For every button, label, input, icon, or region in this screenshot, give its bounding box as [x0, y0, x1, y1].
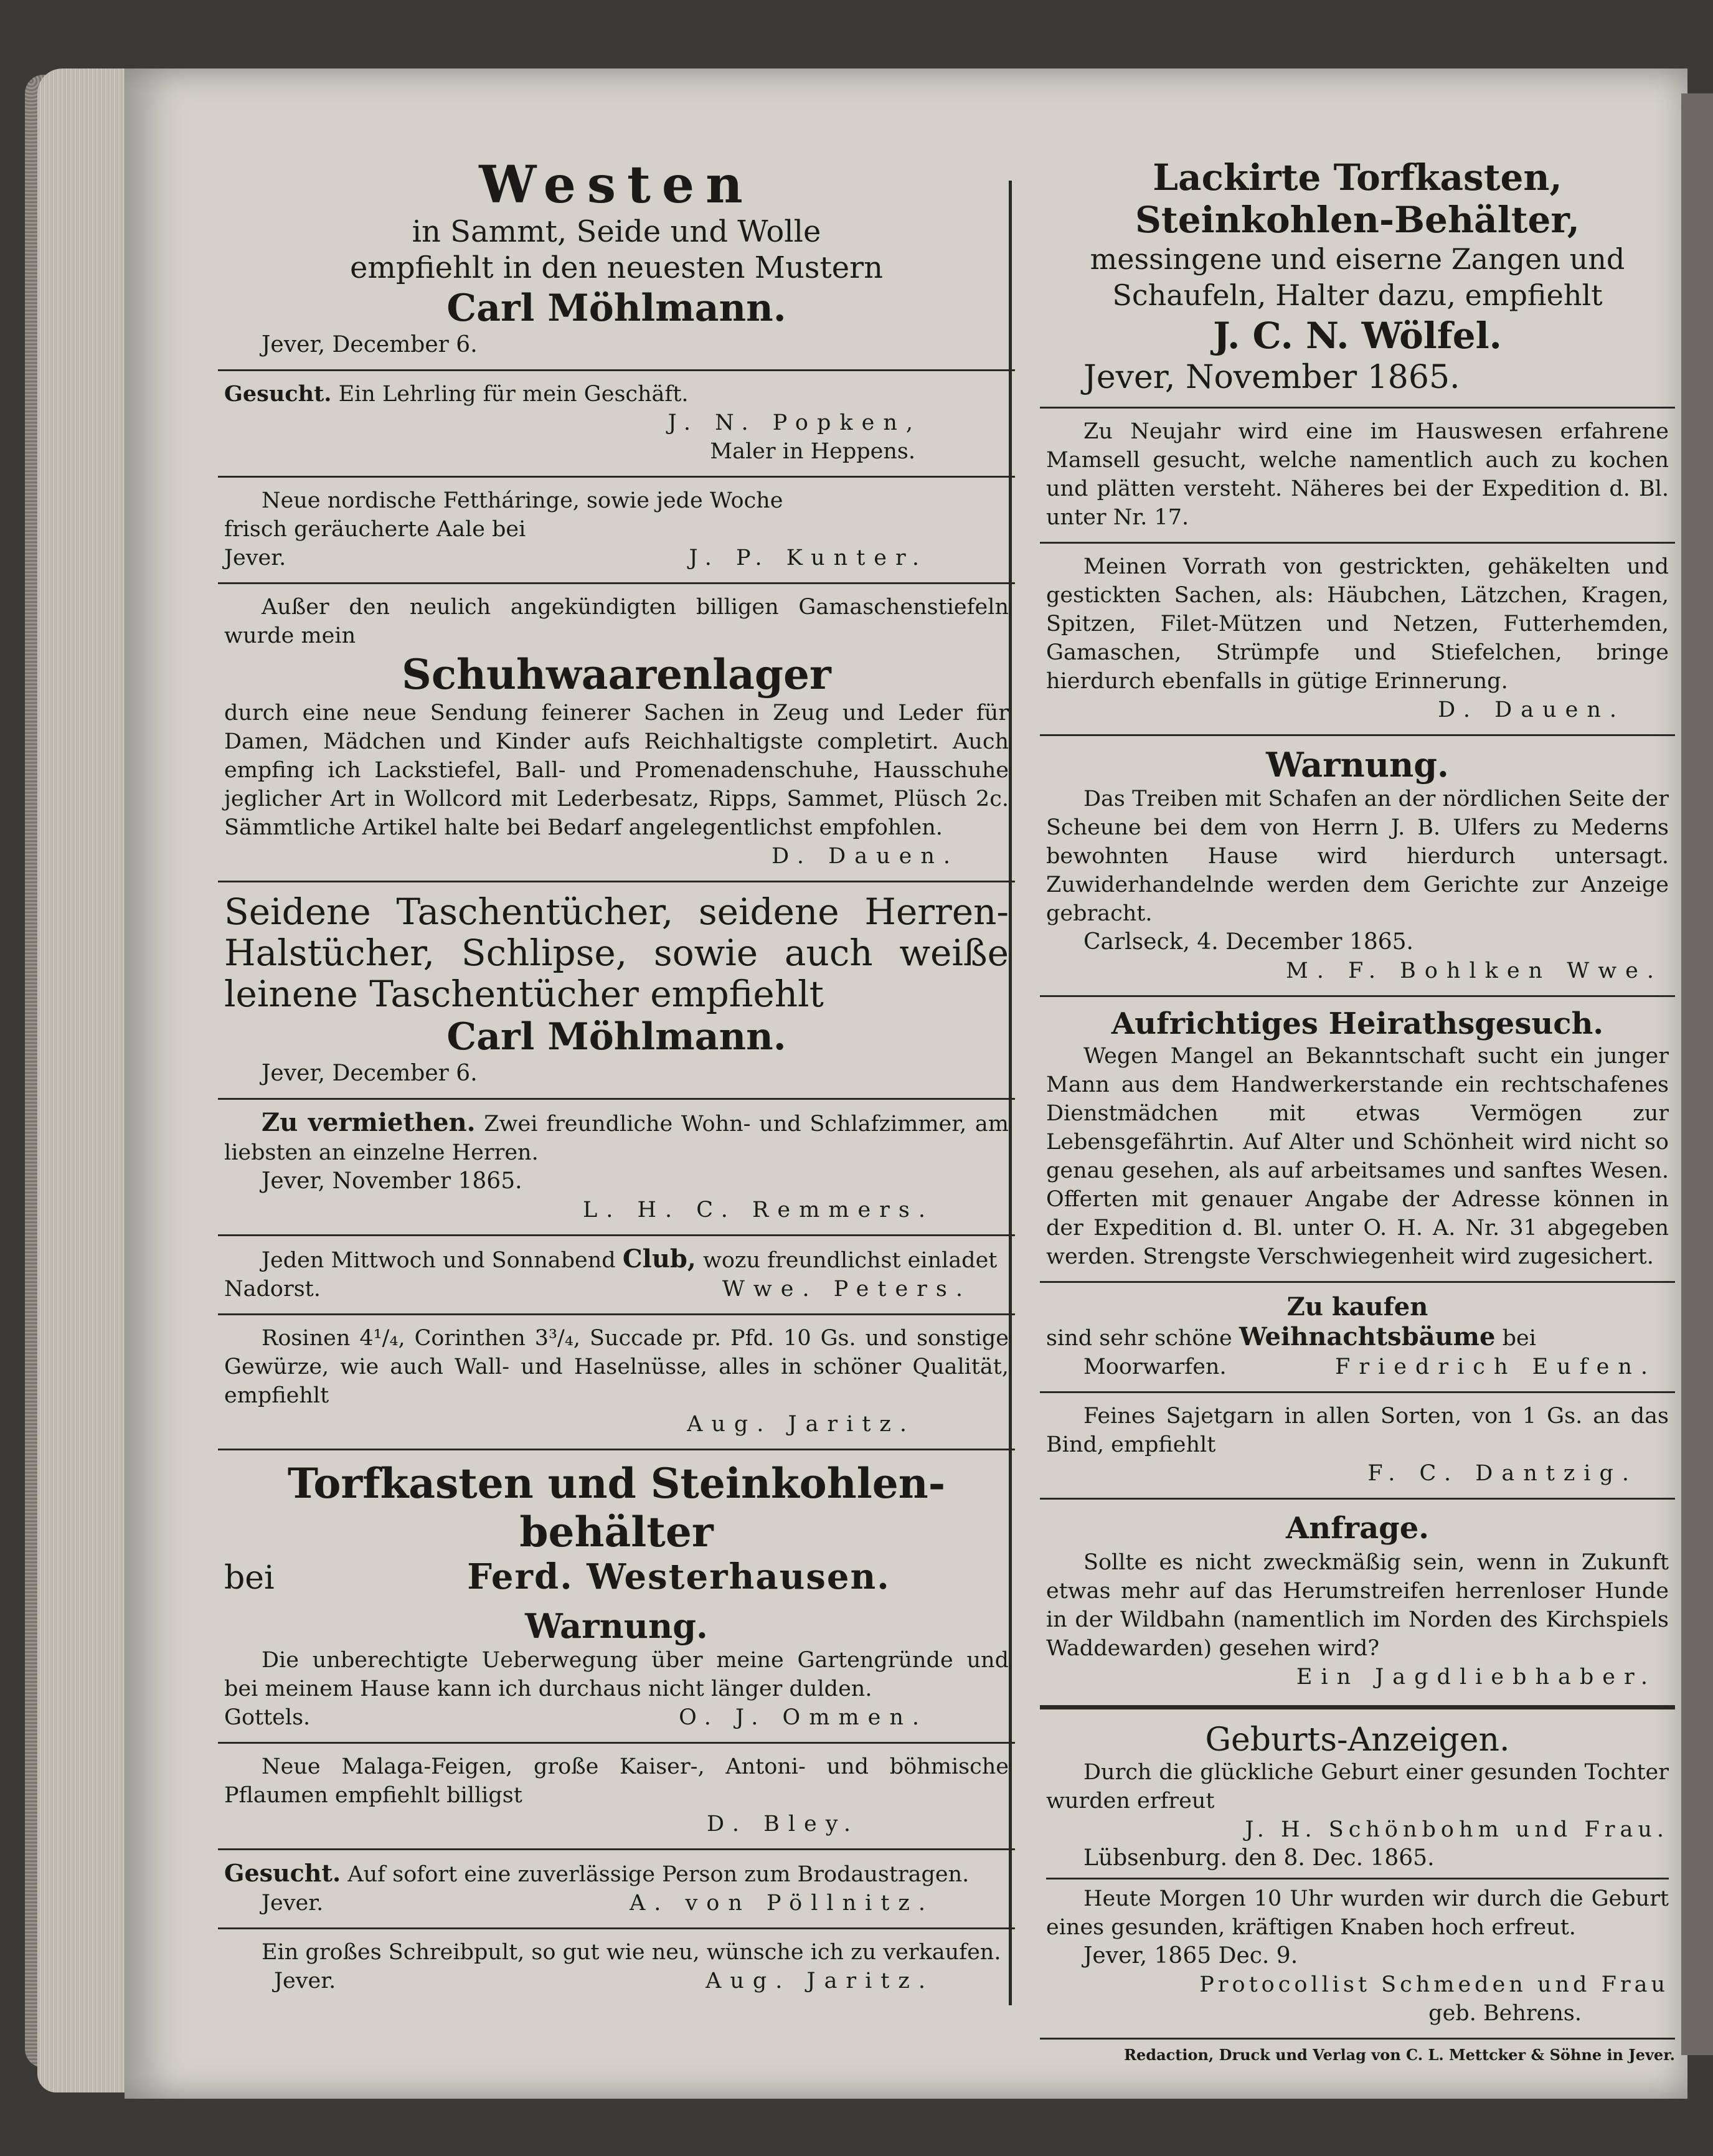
ad-dauen-vorrath	[1040, 549, 1675, 729]
ad-place: Nadorst.	[224, 1277, 321, 1302]
ad-warnung-ommen	[218, 1602, 1015, 1737]
ad-bold-word: Weihnachtsbäume	[1239, 1322, 1496, 1351]
ad-heading: Zu kaufen	[1286, 1292, 1428, 1321]
ad-signature: M. F. Bohlken Wwe.	[1285, 958, 1663, 983]
book-right-edge	[1681, 93, 1713, 2055]
ad-signature: Protocollist Schmeden und Frau	[1199, 1972, 1669, 1997]
ad-date: Jever, November 1865.	[262, 1168, 522, 1194]
ad-signature: L. H. C. Remmers.	[582, 1198, 934, 1222]
ad-geburts-anzeigen	[1040, 1718, 1675, 2033]
ad-schreibpult	[218, 1934, 1015, 2000]
ad-place: Jever.	[262, 1891, 324, 1916]
ad-signature: J. H. Schönbohm und Frau.	[1245, 1817, 1669, 1842]
separator	[218, 1927, 1015, 1929]
separator-thick	[1040, 1705, 1675, 1709]
separator	[218, 582, 1015, 584]
ad-line: messingene und eiserne Zangen und	[1090, 242, 1625, 276]
ad-text: Sollte es nicht zweckmäßig sein, wenn in Zukunft etwas mehr auf das Herumstreifen herrenloser Hunde in der Wildbahn (namentlich im Norden des Kirchspiels Waddewarden) gesehen wird?	[1046, 1550, 1669, 1661]
separator	[1040, 995, 1675, 997]
ad-signature: D. Dauen.	[772, 844, 959, 869]
ad-signature: Ein Jagdliebhaber.	[1296, 1665, 1656, 1690]
ad-text: Zu Neujahr wird eine im Hauswesen erfahrene Mamsell gesucht, welche namentlich auch zu kochen und plätten versteht. Näheres bei der Expedition d. Bl. unter Nr. 17.	[1046, 419, 1669, 530]
separator	[1040, 1281, 1675, 1283]
ad-text: Neue Malaga-Feigen, große Kaiser-, Antoni- und böhmische Pflaumen empfiehlt billigst	[224, 1754, 1009, 1808]
ad-westen	[218, 153, 1015, 364]
right-column	[1040, 153, 1675, 2066]
ad-signature: J. N. Popken,	[668, 410, 922, 435]
ad-heading: Aufrichtiges Heirathsgesuch.	[1111, 1006, 1604, 1041]
ad-place: Gottels.	[224, 1705, 311, 1730]
ad-name: Ferd. Westerhausen.	[467, 1556, 890, 1597]
ad-signature: Wwe. Peters.	[722, 1277, 971, 1302]
ad-torfkasten	[218, 1455, 1015, 1602]
separator	[218, 1848, 1015, 1850]
ad-label: Gesucht.	[224, 381, 332, 407]
ad-text: Ein großes Schreibpult, so gut wie neu, wünsche ich zu verkaufen.	[262, 1940, 1001, 1965]
ad-sajetgarn	[1040, 1398, 1675, 1493]
ad-signature: D. Bley.	[707, 1812, 859, 1837]
ad-weihnachtsbaeume	[1040, 1288, 1675, 1386]
separator	[218, 1313, 1015, 1315]
ad-gesucht-brod	[218, 1855, 1015, 1922]
separator	[1040, 407, 1675, 409]
ad-text: Zwei freundliche Wohn- und Schlafzimmer, am liebsten an einzelne Herren.	[224, 1112, 1009, 1165]
ad-date: Carlseck, 4. December 1865.	[1083, 929, 1413, 955]
ad-heading: Schuhwaarenlager	[402, 650, 831, 699]
ad-warnung-bohlken	[1040, 741, 1675, 990]
ad-club-word: Club,	[622, 1244, 696, 1274]
ad-text: Heute Morgen 10 Uhr wurden wir durch die Geburt eines gesunden, kräftigen Knaben hoch erfreut.	[1046, 1886, 1669, 1940]
ad-date: Jever, 1865 Dec. 9.	[1083, 1943, 1298, 1969]
separator	[218, 1742, 1015, 1744]
ad-westen-line2: empfiehlt in den neuesten Mustern	[349, 250, 884, 285]
ad-signature: Friedrich Eufen.	[1335, 1355, 1656, 1379]
ad-place: Jever.	[274, 1969, 336, 1993]
ad-woelfel	[1040, 153, 1675, 402]
ad-date: Jever, November 1865.	[1083, 359, 1460, 396]
ad-signature-sub: Maler in Heppens.	[710, 439, 915, 464]
ad-gesucht-lehrling	[218, 376, 1015, 471]
ad-taschentuecher	[218, 887, 1015, 1093]
ad-text: Die unberechtigte Ueberwegung über meine Gartengründe und bei meinem Hause kann ich durchaus nicht länger dulden.	[224, 1648, 1009, 1701]
ad-text: Jeden Mittwoch und Sonnabend	[262, 1248, 616, 1273]
ad-intro: Außer den neulich angekündigten billigen Gamaschenstiefeln wurde mein	[224, 595, 1009, 648]
separator	[218, 1234, 1015, 1236]
ad-line: Schaufeln, Halter dazu, empfiehlt	[1112, 278, 1603, 312]
ad-label: Gesucht.	[224, 1859, 341, 1887]
separator	[1040, 1391, 1675, 1393]
separator	[218, 881, 1015, 882]
book-page-edges	[37, 69, 131, 2092]
ad-bei: bei	[224, 1559, 275, 1597]
ad-westen-title: Westen	[479, 155, 754, 215]
ad-heirathsgesuch	[1040, 1002, 1675, 1276]
ad-vermiethen	[218, 1105, 1015, 1229]
ad-heading: Torfkasten und Steinkohlen-	[287, 1459, 946, 1508]
ad-signature: D. Dauen.	[1438, 697, 1625, 722]
ad-text: Das Treiben mit Schafen an der nördlichen Seite der Scheune bei dem von Herrn J. B. Ulfers zu Mederns bewohnten Hause wird hierdurch untersagt. Zuwiderhandelnde werden dem Gerichte zur Anzeige gebracht.	[1046, 787, 1669, 926]
ad-heading: Lackirte Torfkasten,	[1153, 156, 1562, 199]
ad-kunter	[218, 483, 1015, 577]
separator	[1046, 1878, 1669, 1879]
ad-date: Jever, December 6.	[262, 1061, 478, 1086]
ad-heading: Geburts-Anzeigen.	[1205, 1721, 1510, 1759]
ad-text: Meinen Vorrath von gestrickten, gehäkelten und gestickten Sachen, als: Häubchen, Lätzchen, Kragen, Spitzen, Filet-Mützen und Netzen, Futterhemden, Gamaschen, Strümpfe und Stiefelchen, bringe hierdurch ebenfalls in gütige Erinnerung.	[1046, 554, 1669, 694]
ad-text: Durch die glückliche Geburt einer gesunden Tochter wurden erfreut	[1046, 1760, 1669, 1813]
ad-text: Seidene Taschentücher, seidene Herren-Halstücher, Schlipse, sowie auch weiße leinene Taschentücher empfiehlt	[224, 891, 1009, 1015]
ad-signature: O. J. Ommen.	[679, 1705, 928, 1730]
ad-bley	[218, 1749, 1015, 1843]
left-column	[218, 153, 1015, 2000]
ad-signature: J. P. Kunter.	[689, 546, 928, 570]
ad-label: Zu vermiethen.	[262, 1108, 476, 1137]
ad-date: Lübsenburg. den 8. Dec. 1865.	[1083, 1845, 1435, 1871]
separator	[1040, 734, 1675, 736]
ad-text: Rosinen 4¹/₄, Corinthen 3³/₄, Succade pr. Pfd. 10 Gs. und sonstige Gewürze, wie auch Wall- und Haselnüsse, alles in schöner Qualität, empfiehlt	[224, 1326, 1009, 1408]
ad-signature: Aug. Jaritz.	[705, 1969, 934, 1993]
ad-westen-line1: in Sammt, Seide und Wolle	[412, 214, 821, 249]
ad-signature: Aug. Jaritz.	[687, 1412, 915, 1437]
ad-westen-name: Carl Möhlmann.	[446, 286, 786, 330]
ad-mamsell	[1040, 414, 1675, 537]
ad-signature-sub: geb. Behrens.	[1428, 2001, 1582, 2026]
ad-heading: Warnung.	[525, 1606, 708, 1646]
ad-body: durch eine neue Sendung feinerer Sachen in Zeug und Leder für Damen, Mädchen und Kinder aufs Reichhaltigste completirt. Auch empfing ich Lackstiefel, Ball- und Promenadenschuhe, Hausschuhe jeglicher Art in Wollcord mit Lederbesatz, Ripps, Sammet, Plüsch 2c. Sämmtliche Artikel halte bei Bedarf angelegentlichst empfohlen.	[224, 701, 1009, 840]
ad-name: J. C. N. Wölfel.	[1213, 314, 1502, 357]
separator	[218, 369, 1015, 371]
ad-text: Auf sofort eine zuverlässige Person zum Brodaustragen.	[347, 1862, 970, 1887]
ad-text: bei	[1502, 1326, 1536, 1351]
ad-heading: Warnung.	[1266, 745, 1449, 785]
ad-schuhwaarenlager	[218, 589, 1015, 876]
ad-text: Wegen Mangel an Bekanntschaft sucht ein junger Mann aus dem Handwerkerstande ein rechtschafenes Dienstmädchen mit etwas Vermögen zur Lebensgefährtin. Auf Alter und Schönheit wird nicht so genau gesehen, als auf arbeitsames und sanftes Wesen. Offerten mit genauer Angabe der Adresse können in der Expedition d. Bl. unter O. H. A. Nr. 31 abgegeben werden. Strengste Verschwiegenheit wird zugesichert.	[1046, 1044, 1669, 1269]
ad-name: Carl Möhlmann.	[446, 1015, 786, 1059]
separator	[218, 476, 1015, 478]
ad-anfrage	[1040, 1505, 1675, 1696]
ad-text: Feines Sajetgarn in allen Sorten, von 1 Gs. an das Bind, empfiehlt	[1046, 1404, 1669, 1457]
separator	[1040, 542, 1675, 544]
separator	[218, 1098, 1015, 1100]
separator	[1040, 1498, 1675, 1500]
separator	[1040, 2038, 1675, 2040]
ad-text: wozu freundlichst einladet	[702, 1248, 998, 1273]
separator	[218, 1449, 1015, 1450]
ad-heading: Steinkohlen-Behälter,	[1135, 199, 1580, 241]
ad-place: Moorwarfen.	[1083, 1355, 1227, 1379]
ad-westen-date: Jever, December 6.	[262, 332, 478, 357]
ad-rosinen	[218, 1320, 1015, 1444]
ad-club	[218, 1241, 1015, 1308]
ad-text: Ein Lehrling für mein Geschäft.	[338, 382, 689, 407]
ad-text: Neue nordische Fettháringe, sowie jede Woche	[262, 488, 783, 513]
ad-signature: F. C. Dantzig.	[1367, 1461, 1638, 1486]
ad-text: sind sehr schöne	[1046, 1326, 1232, 1351]
ad-signature: A. von Pöllnitz.	[630, 1891, 934, 1916]
imprint-footer: Redaction, Druck und Verlag von C. L. Mettcker & Söhne in Jever.	[1124, 2046, 1675, 2064]
ad-heading: behälter	[519, 1508, 714, 1556]
ad-heading: Anfrage.	[1286, 1511, 1429, 1546]
ad-place: Jever.	[224, 546, 286, 570]
ad-text: frisch geräucherte Aale bei	[224, 517, 526, 542]
